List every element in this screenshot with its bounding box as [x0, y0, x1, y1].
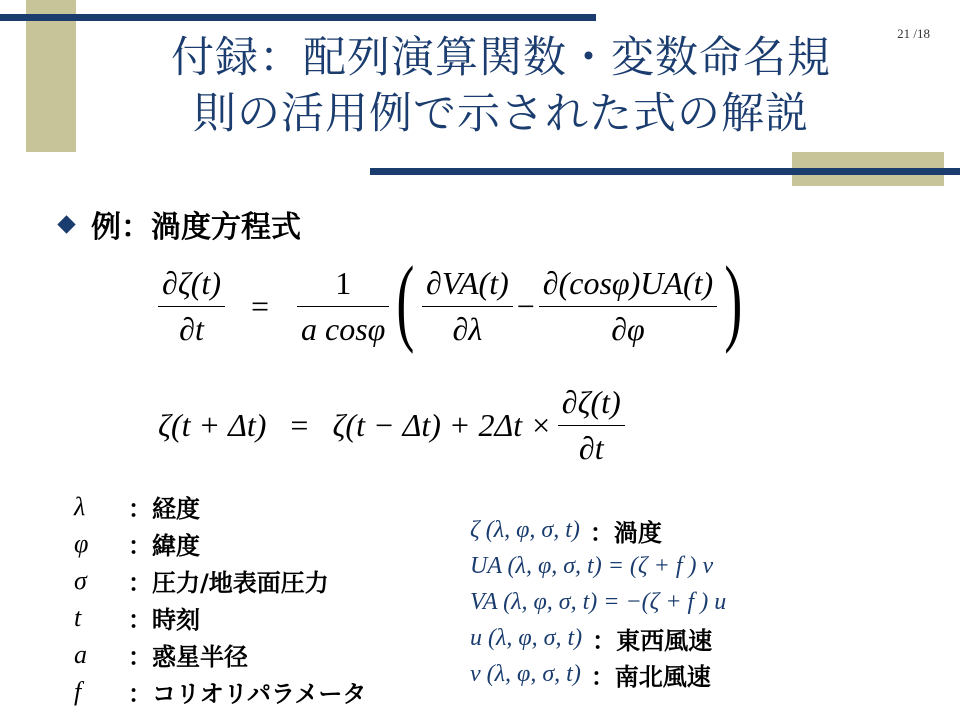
bullet-heading	[60, 202, 301, 246]
definition-list	[470, 512, 736, 692]
decor-block-left	[26, 0, 76, 152]
eq1-term1-fraction	[422, 265, 513, 348]
eq2-fraction	[558, 384, 625, 467]
variable-description: ：緯度	[128, 532, 200, 560]
list-item	[470, 584, 736, 620]
eq1-term1-denominator: ∂λ	[452, 310, 483, 347]
definition-expression: v (λ, φ, σ, t)	[470, 660, 581, 687]
variable-description: ：圧力/地表面圧力	[128, 569, 329, 597]
variable-description: ：時刻	[128, 606, 200, 634]
variable-symbol: φ	[74, 528, 89, 558]
variable-description: ：惑星半径	[128, 643, 248, 671]
variable-symbol: σ	[74, 565, 87, 595]
eq1-lhs-numerator: ∂ζ(t)	[162, 264, 221, 301]
definition-expression: u (λ, φ, σ, t)	[470, 624, 583, 651]
eq2-equals: =	[290, 407, 309, 443]
variable-symbol: a	[74, 639, 87, 669]
eq1-lhs-denominator: ∂t	[179, 310, 204, 347]
list-item	[68, 599, 366, 636]
bottom-rule	[370, 168, 960, 175]
eq1-minus: −	[516, 287, 535, 324]
definition-label: ：東西風速	[592, 626, 713, 655]
list-item	[68, 636, 366, 673]
variable-description: ：経度	[128, 495, 200, 523]
definition-expression: VA (λ, φ, σ, t) = −(ζ + f ) u	[470, 588, 727, 615]
variable-symbol: λ	[74, 491, 86, 521]
variable-description: ：コリオリパラメータ	[128, 680, 367, 708]
list-item	[68, 562, 366, 599]
list-item	[68, 488, 366, 525]
list-item	[68, 525, 366, 562]
eq1-coef-fraction	[297, 265, 389, 348]
eq1-left-paren: (	[396, 247, 415, 355]
eq2-rhs: ζ(t − Δt) + 2Δt ×	[332, 407, 552, 443]
diamond-bullet-icon	[57, 215, 75, 233]
page-number: 21 /18	[897, 26, 930, 41]
list-item	[470, 656, 736, 692]
title-line-1: 付録：配列演算関数・変数命名規	[171, 33, 831, 83]
definition-expression: UA (λ, φ, σ, t) = (ζ + f ) v	[470, 552, 714, 579]
eq1-term2-fraction	[539, 265, 717, 348]
eq2-lhs: ζ(t + Δt)	[158, 407, 267, 443]
list-item	[470, 620, 736, 656]
eq2-fraction-numerator: ∂ζ(t)	[561, 384, 621, 420]
list-item	[470, 512, 736, 548]
definition-label: ：渦度	[589, 518, 662, 547]
definition-expression: ζ (λ, φ, σ, t)	[470, 516, 580, 543]
eq1-term1-numerator: ∂VA(t)	[426, 264, 509, 301]
list-item	[470, 548, 736, 584]
eq1-right-paren: )	[724, 247, 743, 355]
eq1-lhs-fraction	[158, 265, 225, 348]
definition-label: ：南北風速	[590, 662, 711, 691]
variable-symbol: f	[74, 676, 82, 706]
eq1-coef-numerator: 1	[335, 264, 352, 301]
leapfrog-equation	[158, 384, 625, 467]
title-line-2: 則の活用例で示された式の解説	[193, 89, 809, 139]
vorticity-equation	[158, 247, 750, 355]
top-rule	[0, 14, 596, 21]
eq1-term2-numerator: ∂(cosφ)UA(t)	[542, 264, 714, 301]
list-item	[68, 673, 366, 710]
eq1-equals: =	[250, 287, 270, 324]
bullet-text: 例：渦度方程式	[91, 210, 301, 245]
variable-list	[68, 488, 366, 710]
eq2-fraction-denominator: ∂t	[578, 430, 604, 466]
eq1-coef-denominator: a cosφ	[301, 310, 386, 347]
variable-symbol: t	[74, 602, 82, 632]
slide-title	[86, 30, 916, 142]
eq1-term2-denominator: ∂φ	[611, 310, 645, 347]
